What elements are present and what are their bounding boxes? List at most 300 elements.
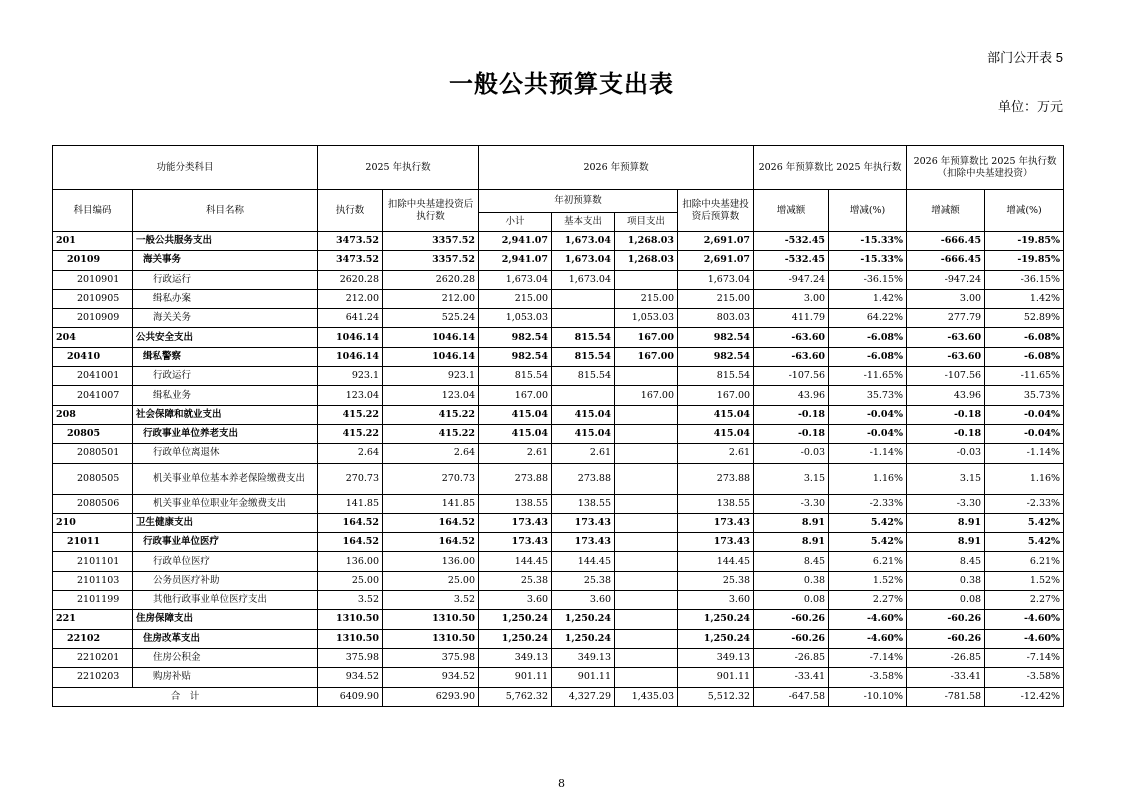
cell-code: 204 — [53, 328, 133, 347]
cell-pct: -0.04% — [829, 424, 907, 443]
table-row — [53, 591, 1064, 610]
cell-project — [615, 648, 678, 667]
cell-exec: 25.00 — [318, 571, 383, 590]
table-row — [53, 533, 1064, 552]
cell-subtotal: 1,673.04 — [479, 270, 552, 289]
cell-exec: 415.22 — [318, 405, 383, 424]
cell-pct2: -11.65% — [985, 367, 1064, 386]
cell-project: 1,268.03 — [615, 251, 678, 270]
cell-subtotal: 138.55 — [479, 494, 552, 513]
cell-pct: 1.16% — [829, 463, 907, 494]
table-row — [53, 367, 1064, 386]
header-inc-amt: 增减额 — [754, 190, 829, 232]
cell-exec-excl: 136.00 — [383, 552, 479, 571]
cell-exec: 415.22 — [318, 424, 383, 443]
cell-budget-excl: 415.04 — [678, 405, 754, 424]
cell-project — [615, 444, 678, 463]
cell-subtotal: 982.54 — [479, 347, 552, 366]
cell-basic: 1,673.04 — [552, 251, 615, 270]
cell-pct: -1.14% — [829, 444, 907, 463]
cell-pct: -15.33% — [829, 232, 907, 251]
cell-name: 其他行政事业单位医疗支出 — [133, 591, 318, 610]
cell-pct: -7.14% — [829, 648, 907, 667]
cell-name: 机关事业单位基本养老保险缴费支出 — [133, 463, 318, 494]
cell-code: 201 — [53, 232, 133, 251]
table-body — [53, 232, 1064, 688]
cell-budget-excl: 2,691.07 — [678, 251, 754, 270]
cell-code: 20109 — [53, 251, 133, 270]
cell-basic — [552, 289, 615, 308]
table-row — [53, 513, 1064, 532]
cell-budget-excl: 1,250.24 — [678, 629, 754, 648]
cell-exec: 164.52 — [318, 533, 383, 552]
cell-budget-excl: 982.54 — [678, 347, 754, 366]
cell-subtotal: 1,053.03 — [479, 309, 552, 328]
cell-basic: 815.54 — [552, 367, 615, 386]
cell-basic: 3.60 — [552, 591, 615, 610]
table-row — [53, 270, 1064, 289]
table-row — [53, 347, 1064, 366]
cell-name: 行政单位医疗 — [133, 552, 318, 571]
cell-pct: -6.08% — [829, 328, 907, 347]
cell-budget-excl: 144.45 — [678, 552, 754, 571]
cell-inc: -60.26 — [754, 610, 829, 629]
table-row — [53, 629, 1064, 648]
cell-inc2: -666.45 — [907, 251, 985, 270]
cell-exec-excl: 123.04 — [383, 386, 479, 405]
cell-basic: 173.43 — [552, 533, 615, 552]
cell-name: 住房改革支出 — [133, 629, 318, 648]
header-inc-pct: 增减(%) — [829, 190, 907, 232]
cell-pct: 35.73% — [829, 386, 907, 405]
cell-pct2: -36.15% — [985, 270, 1064, 289]
cell-name: 行政单位离退休 — [133, 444, 318, 463]
table-row — [53, 444, 1064, 463]
cell-project — [615, 405, 678, 424]
cell-code: 20805 — [53, 424, 133, 443]
cell-project — [615, 668, 678, 687]
cell-name: 住房保障支出 — [133, 610, 318, 629]
cell-budget-excl: 215.00 — [678, 289, 754, 308]
budget-table — [52, 145, 1064, 707]
cell-exec-excl: 1046.14 — [383, 347, 479, 366]
cell-code: 2210203 — [53, 668, 133, 687]
cell-code: 20410 — [53, 347, 133, 366]
cell-code: 2210201 — [53, 648, 133, 667]
table-row — [53, 552, 1064, 571]
total-inc-2: -781.58 — [907, 687, 985, 706]
total-label: 合 计 — [53, 687, 318, 706]
header-inc-amt-2: 增减额 — [907, 190, 985, 232]
total-row — [53, 687, 1064, 706]
total-inc: -647.58 — [754, 687, 829, 706]
cell-code: 221 — [53, 610, 133, 629]
header-func-category: 功能分类科目 — [53, 146, 318, 190]
cell-budget-excl: 803.03 — [678, 309, 754, 328]
cell-subtotal: 173.43 — [479, 533, 552, 552]
header-exec-excl: 扣除中央基建投资后执行数 — [383, 190, 479, 232]
cell-code: 2010901 — [53, 270, 133, 289]
cell-basic: 138.55 — [552, 494, 615, 513]
cell-name: 住房公积金 — [133, 648, 318, 667]
cell-budget-excl: 349.13 — [678, 648, 754, 667]
cell-name: 海关关务 — [133, 309, 318, 328]
cell-basic — [552, 309, 615, 328]
cell-inc: -0.03 — [754, 444, 829, 463]
cell-pct: 1.42% — [829, 289, 907, 308]
cell-code: 2010905 — [53, 289, 133, 308]
cell-subtotal: 815.54 — [479, 367, 552, 386]
cell-inc2: -33.41 — [907, 668, 985, 687]
cell-inc: 3.15 — [754, 463, 829, 494]
cell-exec-excl: 164.52 — [383, 513, 479, 532]
table-number-label: 部门公开表 5 — [987, 50, 1063, 65]
cell-code: 2101199 — [53, 591, 133, 610]
cell-budget-excl: 273.88 — [678, 463, 754, 494]
cell-pct2: -1.14% — [985, 444, 1064, 463]
cell-budget-excl: 173.43 — [678, 533, 754, 552]
cell-pct: -11.65% — [829, 367, 907, 386]
table-row — [53, 289, 1064, 308]
cell-project — [615, 463, 678, 494]
cell-basic: 1,673.04 — [552, 232, 615, 251]
cell-exec: 212.00 — [318, 289, 383, 308]
header-exec: 执行数 — [318, 190, 383, 232]
cell-exec: 123.04 — [318, 386, 383, 405]
total-basic: 4,327.29 — [552, 687, 615, 706]
cell-basic: 815.54 — [552, 328, 615, 347]
cell-exec: 270.73 — [318, 463, 383, 494]
cell-subtotal: 25.38 — [479, 571, 552, 590]
table-row — [53, 386, 1064, 405]
cell-basic: 415.04 — [552, 405, 615, 424]
cell-inc: 8.91 — [754, 513, 829, 532]
cell-exec-excl: 375.98 — [383, 648, 479, 667]
table-row — [53, 463, 1064, 494]
cell-inc: 0.08 — [754, 591, 829, 610]
cell-budget-excl: 25.38 — [678, 571, 754, 590]
cell-pct: 2.27% — [829, 591, 907, 610]
cell-name: 行政事业单位养老支出 — [133, 424, 318, 443]
cell-name: 缉私警察 — [133, 347, 318, 366]
cell-pct2: -19.85% — [985, 251, 1064, 270]
cell-inc2: 0.38 — [907, 571, 985, 590]
cell-project — [615, 533, 678, 552]
cell-project — [615, 552, 678, 571]
cell-pct: -6.08% — [829, 347, 907, 366]
cell-code: 210 — [53, 513, 133, 532]
cell-code: 2101101 — [53, 552, 133, 571]
cell-inc: -33.41 — [754, 668, 829, 687]
cell-inc2: -0.18 — [907, 424, 985, 443]
table-row — [53, 309, 1064, 328]
cell-subtotal: 2,941.07 — [479, 232, 552, 251]
cell-exec: 3473.52 — [318, 251, 383, 270]
cell-budget-excl: 982.54 — [678, 328, 754, 347]
cell-exec-excl: 1310.50 — [383, 610, 479, 629]
cell-name: 公共安全支出 — [133, 328, 318, 347]
cell-name: 公务员医疗补助 — [133, 571, 318, 590]
header-budget-excl: 扣除中央基建投资后预算数 — [678, 190, 754, 232]
cell-pct2: 1.42% — [985, 289, 1064, 308]
cell-basic: 415.04 — [552, 424, 615, 443]
cell-code: 2080505 — [53, 463, 133, 494]
cell-inc: -63.60 — [754, 347, 829, 366]
cell-inc: -63.60 — [754, 328, 829, 347]
header-code: 科目编码 — [53, 190, 133, 232]
cell-inc: -0.18 — [754, 405, 829, 424]
cell-budget-excl: 2.61 — [678, 444, 754, 463]
cell-budget-excl: 173.43 — [678, 513, 754, 532]
cell-exec-excl: 3.52 — [383, 591, 479, 610]
cell-project: 167.00 — [615, 328, 678, 347]
cell-budget-excl: 3.60 — [678, 591, 754, 610]
cell-name: 行政事业单位医疗 — [133, 533, 318, 552]
cell-code: 2041007 — [53, 386, 133, 405]
cell-project — [615, 571, 678, 590]
cell-pct2: 6.21% — [985, 552, 1064, 571]
cell-pct: -0.04% — [829, 405, 907, 424]
cell-exec: 3473.52 — [318, 232, 383, 251]
cell-pct2: -2.33% — [985, 494, 1064, 513]
cell-inc2: 0.08 — [907, 591, 985, 610]
cell-budget-excl: 815.54 — [678, 367, 754, 386]
cell-inc: 411.79 — [754, 309, 829, 328]
cell-name: 卫生健康支出 — [133, 513, 318, 532]
cell-budget-excl: 415.04 — [678, 424, 754, 443]
cell-pct: 5.42% — [829, 533, 907, 552]
cell-code: 2010909 — [53, 309, 133, 328]
cell-code: 2041001 — [53, 367, 133, 386]
cell-inc: 8.45 — [754, 552, 829, 571]
cell-subtotal: 415.04 — [479, 424, 552, 443]
cell-pct2: 5.42% — [985, 533, 1064, 552]
cell-inc2: 8.45 — [907, 552, 985, 571]
cell-pct2: 5.42% — [985, 513, 1064, 532]
cell-project: 167.00 — [615, 386, 678, 405]
cell-subtotal: 901.11 — [479, 668, 552, 687]
cell-pct2: -7.14% — [985, 648, 1064, 667]
cell-exec: 2.64 — [318, 444, 383, 463]
cell-inc: -532.45 — [754, 232, 829, 251]
cell-pct: 64.22% — [829, 309, 907, 328]
cell-basic: 1,673.04 — [552, 270, 615, 289]
page-title: 一般公共预算支出表 — [449, 69, 674, 98]
cell-name: 缉私业务 — [133, 386, 318, 405]
cell-name: 社会保障和就业支出 — [133, 405, 318, 424]
cell-exec-excl: 164.52 — [383, 533, 479, 552]
cell-exec: 1046.14 — [318, 347, 383, 366]
cell-project — [615, 629, 678, 648]
cell-basic: 901.11 — [552, 668, 615, 687]
cell-code: 2080501 — [53, 444, 133, 463]
cell-pct: 5.42% — [829, 513, 907, 532]
table-row — [53, 232, 1064, 251]
cell-name: 缉私办案 — [133, 289, 318, 308]
cell-inc2: -26.85 — [907, 648, 985, 667]
cell-pct: 1.52% — [829, 571, 907, 590]
table-row — [53, 251, 1064, 270]
cell-inc: 0.38 — [754, 571, 829, 590]
cell-basic: 273.88 — [552, 463, 615, 494]
cell-exec: 3.52 — [318, 591, 383, 610]
cell-pct2: 2.27% — [985, 591, 1064, 610]
cell-inc: 43.96 — [754, 386, 829, 405]
cell-basic — [552, 386, 615, 405]
cell-basic: 349.13 — [552, 648, 615, 667]
header-project: 项目支出 — [615, 213, 678, 232]
header-inc-pct-2: 增减(%) — [985, 190, 1064, 232]
cell-project: 167.00 — [615, 347, 678, 366]
cell-pct2: 52.89% — [985, 309, 1064, 328]
cell-budget-excl: 1,250.24 — [678, 610, 754, 629]
total-project: 1,435.03 — [615, 687, 678, 706]
cell-budget-excl: 167.00 — [678, 386, 754, 405]
cell-pct2: -0.04% — [985, 424, 1064, 443]
table-row — [53, 494, 1064, 513]
cell-pct2: -0.04% — [985, 405, 1064, 424]
cell-inc2: 3.15 — [907, 463, 985, 494]
cell-subtotal: 1,250.24 — [479, 610, 552, 629]
cell-exec: 934.52 — [318, 668, 383, 687]
cell-exec-excl: 934.52 — [383, 668, 479, 687]
cell-pct: -3.58% — [829, 668, 907, 687]
cell-basic: 2.61 — [552, 444, 615, 463]
cell-subtotal: 982.54 — [479, 328, 552, 347]
cell-inc: -26.85 — [754, 648, 829, 667]
cell-subtotal: 167.00 — [479, 386, 552, 405]
cell-exec: 641.24 — [318, 309, 383, 328]
cell-name: 一般公共服务支出 — [133, 232, 318, 251]
cell-exec-excl: 2620.28 — [383, 270, 479, 289]
cell-project: 1,053.03 — [615, 309, 678, 328]
cell-inc2: -63.60 — [907, 328, 985, 347]
cell-exec: 164.52 — [318, 513, 383, 532]
cell-pct2: -6.08% — [985, 328, 1064, 347]
cell-code: 22102 — [53, 629, 133, 648]
cell-exec-excl: 415.22 — [383, 405, 479, 424]
cell-exec-excl: 415.22 — [383, 424, 479, 443]
cell-pct: 6.21% — [829, 552, 907, 571]
total-exec: 6409.90 — [318, 687, 383, 706]
cell-pct: -4.60% — [829, 629, 907, 648]
table-row — [53, 405, 1064, 424]
cell-basic: 25.38 — [552, 571, 615, 590]
cell-inc: 8.91 — [754, 533, 829, 552]
cell-pct2: 1.16% — [985, 463, 1064, 494]
cell-pct: -4.60% — [829, 610, 907, 629]
cell-exec-excl: 525.24 — [383, 309, 479, 328]
header-basic: 基本支出 — [552, 213, 615, 232]
cell-code: 2101103 — [53, 571, 133, 590]
cell-exec: 1310.50 — [318, 629, 383, 648]
cell-exec-excl: 923.1 — [383, 367, 479, 386]
cell-subtotal: 349.13 — [479, 648, 552, 667]
cell-inc2: 8.91 — [907, 513, 985, 532]
cell-code: 21011 — [53, 533, 133, 552]
cell-pct2: -4.60% — [985, 629, 1064, 648]
cell-basic: 173.43 — [552, 513, 615, 532]
cell-subtotal: 415.04 — [479, 405, 552, 424]
cell-exec-excl: 3357.52 — [383, 251, 479, 270]
cell-pct2: 35.73% — [985, 386, 1064, 405]
cell-name: 行政运行 — [133, 367, 318, 386]
cell-subtotal: 173.43 — [479, 513, 552, 532]
cell-pct2: -4.60% — [985, 610, 1064, 629]
cell-pct: -2.33% — [829, 494, 907, 513]
cell-inc2: 43.96 — [907, 386, 985, 405]
cell-inc2: -3.30 — [907, 494, 985, 513]
cell-basic: 815.54 — [552, 347, 615, 366]
cell-exec: 375.98 — [318, 648, 383, 667]
cell-project — [615, 610, 678, 629]
cell-exec-excl: 25.00 — [383, 571, 479, 590]
cell-inc: -60.26 — [754, 629, 829, 648]
cell-subtotal: 2.61 — [479, 444, 552, 463]
table-row — [53, 571, 1064, 590]
cell-budget-excl: 901.11 — [678, 668, 754, 687]
cell-project — [615, 591, 678, 610]
cell-inc: -947.24 — [754, 270, 829, 289]
cell-exec-excl: 270.73 — [383, 463, 479, 494]
cell-pct: -36.15% — [829, 270, 907, 289]
header-exec-2025: 2025 年执行数 — [318, 146, 479, 190]
cell-basic: 144.45 — [552, 552, 615, 571]
cell-inc2: -60.26 — [907, 629, 985, 648]
cell-inc2: -947.24 — [907, 270, 985, 289]
table-row — [53, 648, 1064, 667]
cell-exec: 136.00 — [318, 552, 383, 571]
cell-budget-excl: 2,691.07 — [678, 232, 754, 251]
cell-inc: -107.56 — [754, 367, 829, 386]
cell-inc2: -60.26 — [907, 610, 985, 629]
header-compare-exec-excl: 2026 年预算数比 2025 年执行数 （扣除中央基建投资） — [907, 146, 1064, 190]
cell-exec-excl: 141.85 — [383, 494, 479, 513]
cell-inc2: -107.56 — [907, 367, 985, 386]
total-subtotal: 5,762.32 — [479, 687, 552, 706]
cell-inc2: 277.79 — [907, 309, 985, 328]
cell-exec: 141.85 — [318, 494, 383, 513]
cell-subtotal: 144.45 — [479, 552, 552, 571]
cell-inc2: -63.60 — [907, 347, 985, 366]
cell-pct2: -19.85% — [985, 232, 1064, 251]
cell-exec-excl: 1310.50 — [383, 629, 479, 648]
cell-inc2: -0.03 — [907, 444, 985, 463]
total-pct: -10.10% — [829, 687, 907, 706]
header-budget-2026: 2026 年预算数 — [479, 146, 754, 190]
cell-exec-excl: 212.00 — [383, 289, 479, 308]
table-row — [53, 328, 1064, 347]
cell-exec: 1046.14 — [318, 328, 383, 347]
cell-basic: 1,250.24 — [552, 629, 615, 648]
cell-inc: -532.45 — [754, 251, 829, 270]
header-name: 科目名称 — [133, 190, 318, 232]
cell-pct: -15.33% — [829, 251, 907, 270]
total-budget-excl: 5,512.32 — [678, 687, 754, 706]
cell-inc2: -0.18 — [907, 405, 985, 424]
header-compare-exec: 2026 年预算数比 2025 年执行数 — [754, 146, 907, 190]
cell-subtotal: 1,250.24 — [479, 629, 552, 648]
cell-project — [615, 513, 678, 532]
table-row — [53, 610, 1064, 629]
cell-exec-excl: 3357.52 — [383, 232, 479, 251]
cell-project: 215.00 — [615, 289, 678, 308]
cell-project — [615, 270, 678, 289]
cell-inc2: 8.91 — [907, 533, 985, 552]
cell-name: 行政运行 — [133, 270, 318, 289]
unit-label: 单位：万元 — [997, 100, 1063, 115]
total-pct-2: -12.42% — [985, 687, 1064, 706]
